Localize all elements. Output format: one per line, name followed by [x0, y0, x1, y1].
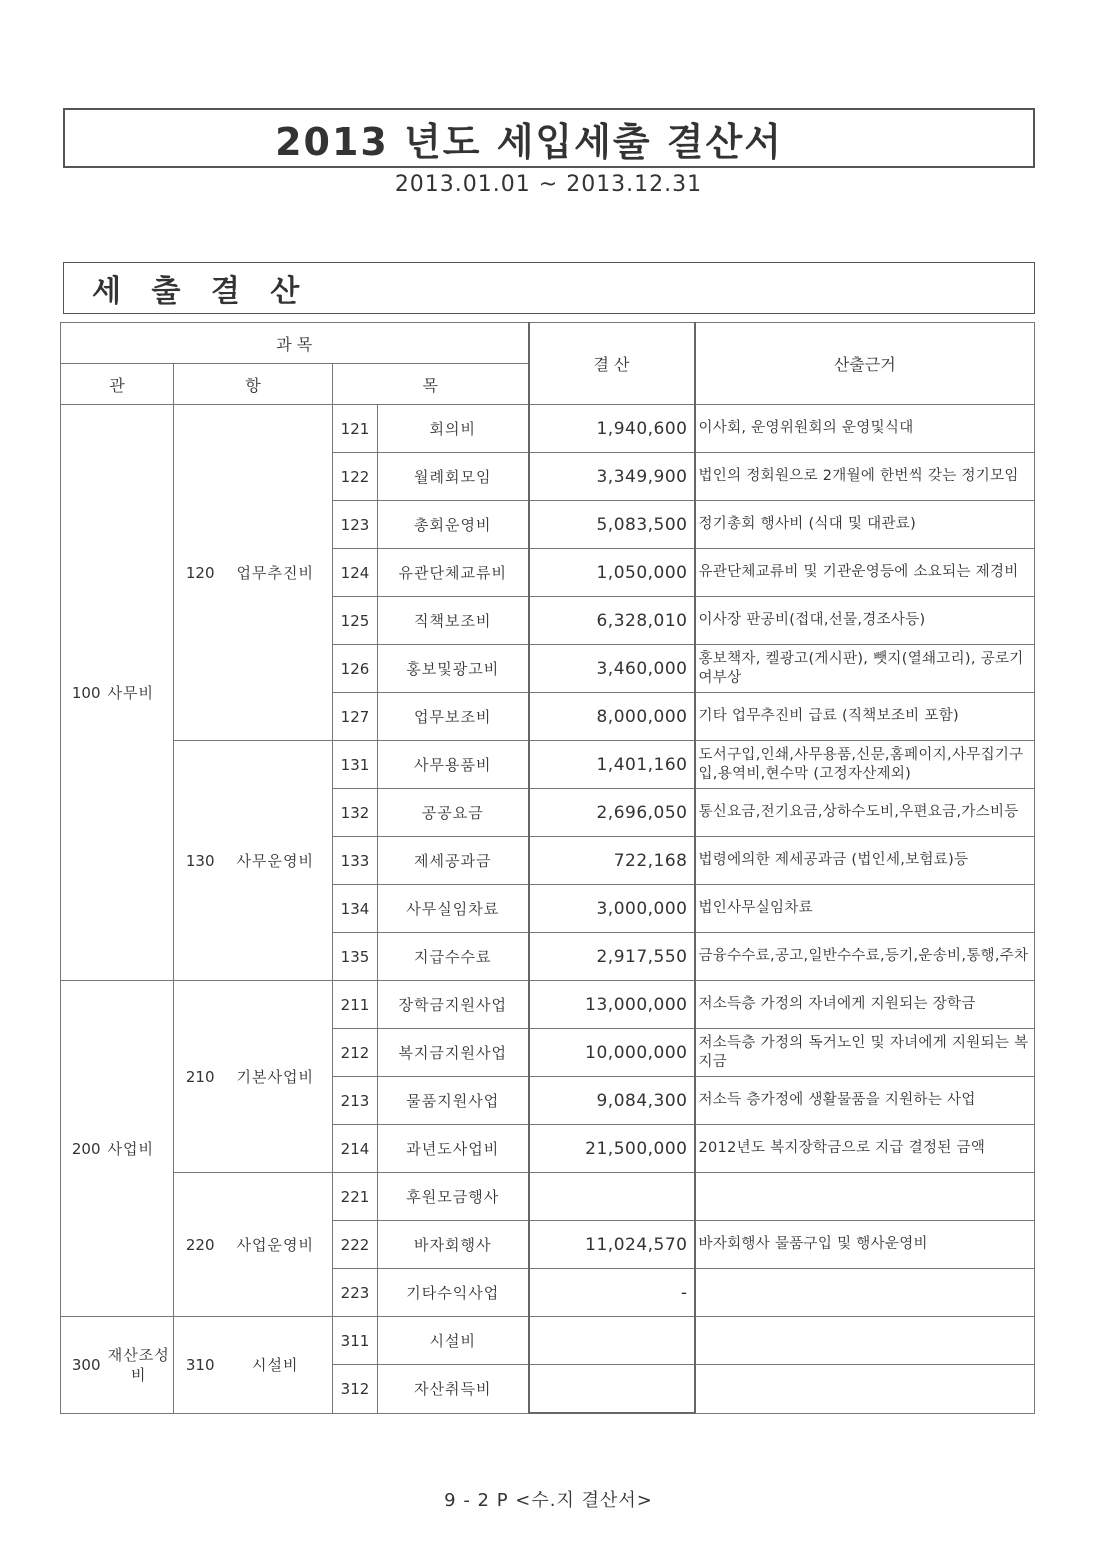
hang-code: 210: [174, 981, 219, 1173]
basis-cell: 바자회행사 물품구입 및 행사운영비: [695, 1221, 1035, 1269]
basis-cell: 도서구입,인쇄,사무용품,신문,홈페이지,사무집기구입,용역비,현수막 (고정자산제외): [695, 741, 1035, 789]
mok-code: 134: [333, 885, 378, 933]
mok-name: 후원모금행사: [378, 1173, 529, 1221]
table-row: [61, 1173, 1035, 1221]
mok-code: 124: [333, 549, 378, 597]
mok-code: 312: [333, 1365, 378, 1414]
table-row: [61, 981, 1035, 1029]
amount-cell: -: [529, 1269, 695, 1317]
mok-name: 물품지원사업: [378, 1077, 529, 1125]
mok-code: 211: [333, 981, 378, 1029]
mok-code: 122: [333, 453, 378, 501]
header-basis: 산출근거: [695, 323, 1035, 405]
mok-name: 사무실임차료: [378, 885, 529, 933]
amount-cell: 5,083,500: [529, 501, 695, 549]
mok-name: 월례회모임: [378, 453, 529, 501]
amount-cell: 8,000,000: [529, 693, 695, 741]
hang-name: 사업운영비: [219, 1173, 333, 1317]
mok-name: 제세공과금: [378, 837, 529, 885]
mok-code: 223: [333, 1269, 378, 1317]
hang-name: 업무추진비: [219, 405, 333, 741]
document-title: 2013 년도 세입세출 결산서: [275, 119, 783, 164]
amount-cell: 2,696,050: [529, 789, 695, 837]
mok-code: 126: [333, 645, 378, 693]
amount-cell: 3,460,000: [529, 645, 695, 693]
basis-cell: 유관단체교류비 및 기관운영등에 소요되는 제경비: [695, 549, 1035, 597]
amount-cell: 6,328,010: [529, 597, 695, 645]
mok-name: 업무보조비: [378, 693, 529, 741]
mok-name: 복지금지원사업: [378, 1029, 529, 1077]
gwan-code: 200: [61, 981, 105, 1317]
mok-name: 바자회행사: [378, 1221, 529, 1269]
basis-cell: [695, 1317, 1035, 1365]
basis-cell: 2012년도 복지장학금으로 지급 결정된 금액: [695, 1125, 1035, 1173]
mok-name: 자산취득비: [378, 1365, 529, 1414]
table-row: [61, 405, 1035, 453]
amount-cell: [529, 1317, 695, 1365]
mok-name: 과년도사업비: [378, 1125, 529, 1173]
mok-code: 123: [333, 501, 378, 549]
mok-name: 총회운영비: [378, 501, 529, 549]
document-title-box: [63, 108, 1035, 168]
basis-cell: 법인사무실임차료: [695, 885, 1035, 933]
section-title: 세 출 결 산: [92, 274, 310, 309]
hang-name: 시설비: [219, 1317, 333, 1414]
fiscal-period: 2013.01.01 ~ 2013.12.31: [394, 172, 703, 197]
basis-cell: 통신요금,전기요금,상하수도비,우편요금,가스비등: [695, 789, 1035, 837]
amount-cell: 1,940,600: [529, 405, 695, 453]
mok-code: 127: [333, 693, 378, 741]
amount-cell: 1,401,160: [529, 741, 695, 789]
basis-cell: 금융수수료,공고,일반수수료,등기,운송비,통행,주차: [695, 933, 1035, 981]
basis-cell: [695, 1173, 1035, 1221]
mok-name: 유관단체교류비: [378, 549, 529, 597]
mok-name: 공공요금: [378, 789, 529, 837]
basis-cell: 법인의 정회원으로 2개월에 한번씩 갖는 정기모임: [695, 453, 1035, 501]
amount-cell: 9,084,300: [529, 1077, 695, 1125]
gwan-code: 300: [61, 1317, 105, 1414]
mok-code: 222: [333, 1221, 378, 1269]
mok-name: 사무용품비: [378, 741, 529, 789]
mok-code: 135: [333, 933, 378, 981]
amount-cell: [529, 1173, 695, 1221]
section-header-box: [63, 262, 1035, 314]
header-subject: 과 목: [61, 323, 529, 364]
header-gwan: 관: [61, 364, 174, 405]
mok-name: 지급수수료: [378, 933, 529, 981]
header-amount: 결 산: [529, 323, 695, 405]
mok-name: 시설비: [378, 1317, 529, 1365]
hang-code: 220: [174, 1173, 219, 1317]
header-hang: 항: [174, 364, 333, 405]
amount-cell: 10,000,000: [529, 1029, 695, 1077]
mok-code: 125: [333, 597, 378, 645]
hang-code: 130: [174, 741, 219, 981]
hang-code: 310: [174, 1317, 219, 1414]
gwan-name: 사무비: [105, 405, 174, 981]
hang-name: 기본사업비: [219, 981, 333, 1173]
hang-name: 사무운영비: [219, 741, 333, 981]
expenditure-table: [60, 322, 1035, 1414]
basis-cell: 홍보책자, 켈광고(게시판), 뺏지(열쇄고리), 공로기여부상: [695, 645, 1035, 693]
gwan-name: 사업비: [105, 981, 174, 1317]
table-row: [61, 741, 1035, 789]
mok-code: 121: [333, 405, 378, 453]
basis-cell: 저소득층 가정의 자녀에게 지원되는 장학금: [695, 981, 1035, 1029]
basis-cell: [695, 1365, 1035, 1414]
header-mok: 목: [333, 364, 529, 405]
mok-name: 홍보및광고비: [378, 645, 529, 693]
hang-code: 120: [174, 405, 219, 741]
amount-cell: [529, 1365, 695, 1414]
header-row-1: [61, 323, 1035, 364]
amount-cell: 3,000,000: [529, 885, 695, 933]
mok-code: 212: [333, 1029, 378, 1077]
mok-code: 221: [333, 1173, 378, 1221]
page-footer: 9 - 2 P <수.지 결산서>: [444, 1490, 653, 1511]
basis-cell: 저소득 층가정에 생활물품을 지원하는 사업: [695, 1077, 1035, 1125]
mok-code: 311: [333, 1317, 378, 1365]
basis-cell: 이사회, 운영위원회의 운영및식대: [695, 405, 1035, 453]
gwan-code: 100: [61, 405, 105, 981]
table-row: [61, 1317, 1035, 1365]
mok-name: 장학금지원사업: [378, 981, 529, 1029]
mok-code: 214: [333, 1125, 378, 1173]
mok-code: 213: [333, 1077, 378, 1125]
amount-cell: 1,050,000: [529, 549, 695, 597]
basis-cell: 정기총회 행사비 (식대 및 대관료): [695, 501, 1035, 549]
amount-cell: 2,917,550: [529, 933, 695, 981]
basis-cell: 이사장 판공비(접대,선물,경조사등): [695, 597, 1035, 645]
basis-cell: 저소득층 가정의 독거노인 및 자녀에게 지원되는 복지금: [695, 1029, 1035, 1077]
mok-code: 133: [333, 837, 378, 885]
basis-cell: 기타 업무추진비 급료 (직책보조비 포함): [695, 693, 1035, 741]
mok-code: 132: [333, 789, 378, 837]
mok-code: 131: [333, 741, 378, 789]
basis-cell: [695, 1269, 1035, 1317]
mok-name: 직책보조비: [378, 597, 529, 645]
mok-name: 기타수익사업: [378, 1269, 529, 1317]
amount-cell: 21,500,000: [529, 1125, 695, 1173]
amount-cell: 13,000,000: [529, 981, 695, 1029]
gwan-name: 재산조성비: [105, 1317, 174, 1414]
amount-cell: 11,024,570: [529, 1221, 695, 1269]
amount-cell: 722,168: [529, 837, 695, 885]
mok-name: 회의비: [378, 405, 529, 453]
basis-cell: 법령에의한 제세공과금 (법인세,보험료)등: [695, 837, 1035, 885]
amount-cell: 3,349,900: [529, 453, 695, 501]
